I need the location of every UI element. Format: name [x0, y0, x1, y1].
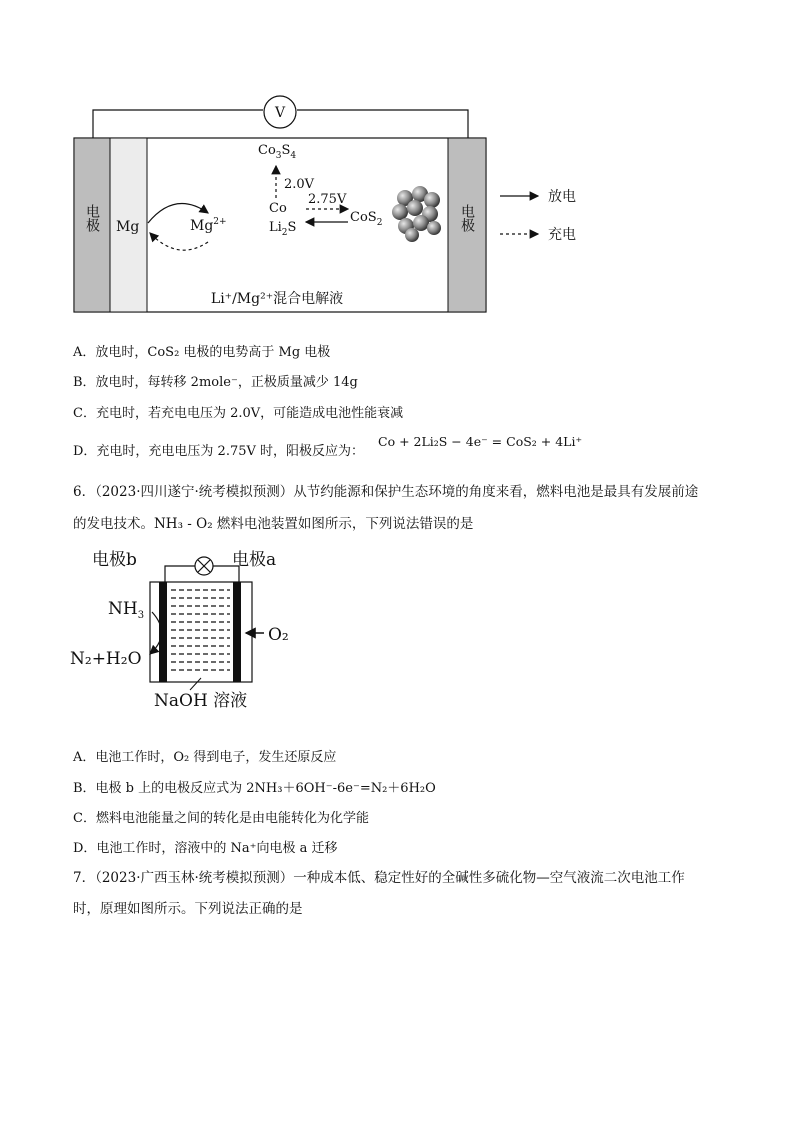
- voltage-2v: 2.0V: [284, 177, 315, 192]
- electrode-a: [233, 582, 241, 682]
- voltmeter-label: V: [274, 105, 286, 121]
- legend-charge-label: 充电: [548, 227, 576, 243]
- q6-stem-line2: 的发电技术。NH₃ - O₂ 燃料电池装置如图所示，下列说法错误的是: [73, 516, 474, 532]
- mg-label: Mg: [116, 219, 140, 235]
- mg-ion-label: $Mg^{2+}$: [190, 217, 227, 234]
- electrode-a-label: 电极a: [232, 550, 277, 570]
- battery-diagram-1: [60, 90, 620, 325]
- voltage-275v: 2.75V: [308, 192, 347, 207]
- electrode-b-label: 电极b: [92, 550, 137, 570]
- q7-stem-line1: 7．（2023·广西玉林·统考模拟预测）一种成本低、稳定性好的全碱性多硫化物—空气液流二次电池工作: [73, 870, 685, 886]
- right-electrode-label: 电极: [459, 204, 475, 232]
- q5-option-c: C．充电时，若充电电压为 2.0V，可能造成电池性能衰减: [73, 406, 404, 421]
- q6-option-b: B．电极 b 上的电极反应式为 2NH₃＋6OH⁻-6e⁻=N₂＋6H₂O: [73, 781, 436, 796]
- cos2-label: CoS$_2$: [350, 210, 383, 228]
- electrolyte-label: Li⁺/Mg²⁺混合电解液: [210, 291, 344, 307]
- li2s-label: $Li_2S$: [269, 220, 297, 238]
- co-label: Co: [269, 201, 287, 216]
- q5-option-d-formula: Co + 2Li₂S − 4e⁻ = CoS₂ + 4Li⁺: [378, 434, 583, 449]
- left-electrode-label: 电极: [84, 204, 100, 232]
- products-label: N₂+H₂O: [70, 649, 142, 669]
- q5-option-a: A．放电时，CoS₂ 电极的电势高于 Mg 电极: [73, 345, 331, 360]
- q5-option-d-text: D．充电时，充电电压为 2.75V 时，阳极反应为：: [73, 444, 365, 459]
- q6-option-a: A．电池工作时，O₂ 得到电子，发生还原反应: [73, 750, 337, 765]
- electrode-b: [159, 582, 167, 682]
- o2-label: O₂: [268, 625, 289, 645]
- q6-option-d: D．电池工作时，溶液中的 Na⁺向电极 a 迁移: [73, 841, 338, 856]
- q5-option-b: B．放电时，每转移 2mole⁻，正极质量减少 14g: [73, 375, 358, 390]
- q5-option-d: [73, 443, 364, 461]
- fuel-cell-diagram: [68, 540, 318, 720]
- q6-stem-line1: 6．（2023·四川遂宁·统考模拟预测）从节约能源和保护生态环境的角度来看，燃料电池是最具有发展前途: [73, 484, 699, 500]
- lamp-icon: [195, 557, 213, 575]
- q6-option-c: C．燃料电池能量之间的转化是由电能转化为化学能: [73, 811, 369, 826]
- legend-discharge-label: 放电: [548, 189, 576, 205]
- nh3-label: $NH_3$: [108, 599, 145, 621]
- q7-stem-line2: 时，原理如图所示。下列说法正确的是: [73, 901, 303, 917]
- solution-label: NaOH 溶液: [154, 691, 248, 711]
- co3s4-label: $Co_3S_4$: [258, 143, 297, 161]
